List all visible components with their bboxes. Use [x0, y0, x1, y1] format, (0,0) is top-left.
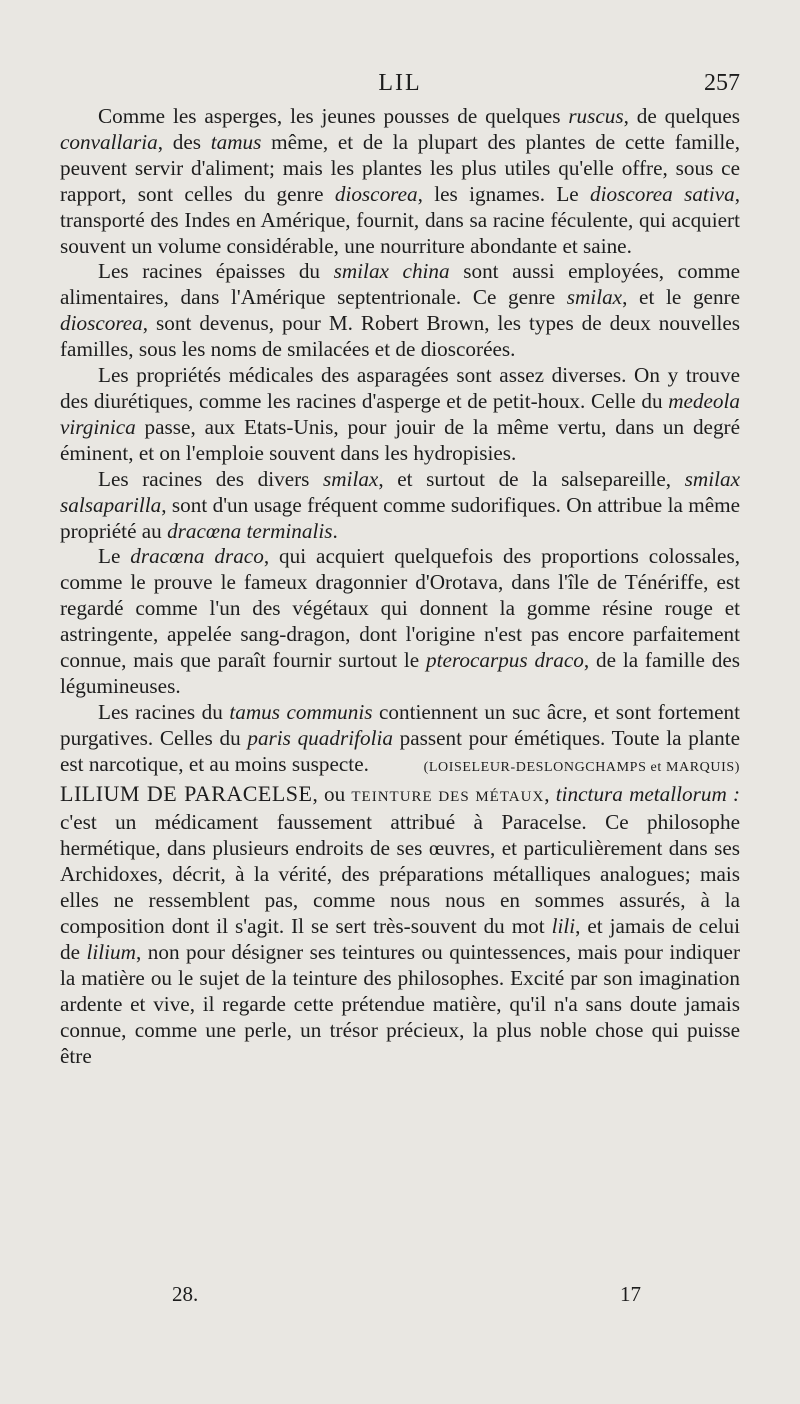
italic-term: medeola virginica: [60, 388, 740, 439]
page-header: [60, 70, 740, 100]
italic-term: smilax: [566, 285, 623, 310]
italic-term: convallaria: [60, 129, 158, 154]
italic-term: dioscorea: [60, 311, 143, 336]
page-footer: [60, 1282, 740, 1312]
author-signature: (LOISELEUR-DESLONGCHAMPS et MARQUIS): [423, 759, 740, 775]
italic-term: paris quadrifolia: [247, 725, 393, 750]
italic-term: tamus communis: [229, 699, 373, 724]
entry-lilium-de-paracelse: [60, 781, 740, 1070]
text-run: c'est un médicament faussement attribué à Paracelse. Ce philosophe hermétique, dans plusieurs endroits de ses œuvres, et particulièrement dans ses Archidoxes, décrit, à la vérité, des préparations métalliques analogues; mais elles ne ressemblent pas, comme nous nous en sommes assurés, à la composition dont il s'agit. Il se sert très-souvent du mot: [60, 810, 740, 939]
text-run: , et surtout de la salsepareille,: [378, 466, 685, 491]
italic-term: dioscorea sativa: [590, 181, 735, 206]
text-run: Les propriétés médicales des asparagées sont assez diverses. On y trouve des diurétiques, comme les racines d'asperge et de petit-houx. Celle du: [60, 363, 740, 413]
text-run: , des: [157, 129, 211, 154]
text-run: , et le genre: [622, 285, 740, 310]
text-run: , transporté des Indes en Amérique, fournit, dans sa racine féculente, qui acquiert souvent un volume considérable, une nourriture abondante et saine.: [60, 181, 740, 258]
text-run: , sont devenus, pour M. Robert Brown, les types de deux nouvelles familles, sous les noms de smilacées et de dioscorées.: [60, 311, 740, 362]
italic-term: smilax salsaparilla: [60, 466, 740, 517]
italic-term: tinctura metallorum :: [555, 781, 741, 806]
text-run: , qui acquiert quelquefois des proportions colossales, comme le prouve le fameux dragonnier d'Orotava, dans l'île de Ténériffe, est regardé comme l'un des végétaux qui donnent la gomme résine rouge et astringente, appelée sang-dragon, dont l'origine n'est pas encore parfaitement connue, mais que paraît fournir surtout le: [60, 544, 740, 673]
text-run: même, et de la plupart des plantes de cette famille, peuvent servir d'aliment; mais les plantes les plus utiles qu'elle offre, sous ce rapport, sont celles du genre: [60, 129, 740, 206]
text-run: , ou: [312, 781, 352, 806]
paragraph-dracoena: [60, 544, 740, 699]
text-run: , les ignames. Le: [417, 181, 590, 206]
text-run: , non pour désigner ses teintures ou quintessences, mais pour indiquer la matière ou le sujet de la teinture des philosophes. Excité par son imagination ardente et vive, il regarde cette prétendue matière, qu'il n'a sans doute jamais connue, comme une perle, un trésor précieux, la plus noble chose qui puisse être: [60, 940, 740, 1068]
running-head: LIL: [378, 70, 422, 96]
text-run: Le: [98, 544, 131, 569]
text-run: , de la famille des légumineuses.: [60, 648, 740, 698]
paragraph-asperges: [60, 104, 740, 259]
italic-term: dioscorea: [334, 181, 418, 206]
text-run: contiennent un suc âcre, et sont fortement purgatives. Celles du: [60, 699, 740, 750]
italic-term: dracœna terminalis: [167, 518, 333, 543]
italic-term: dracœna draco: [130, 544, 264, 569]
text-run: passe, aux Etats-Unis, pour jouir de la même vertu, dans un degré éminent, et on l'emploie souvent dans les hydropisies.: [60, 414, 740, 465]
text-run: sont aussi employées, comme alimentaires, dans l'Amérique septentrionale. Ce genre: [60, 259, 741, 310]
text-run: Les racines des divers: [98, 466, 324, 491]
text-run: ,: [544, 781, 556, 806]
text-run: , et jamais de celui de: [60, 914, 740, 964]
text-run: Les racines du: [98, 699, 230, 724]
body-text: [60, 104, 740, 1070]
italic-term: tamus: [210, 129, 262, 154]
text-run: , sont d'un usage fréquent comme sudorifiques. On attribue la même propriété au: [60, 492, 740, 543]
text-run: Comme les asperges, les jeunes pousses de quelques: [98, 104, 569, 128]
text-run: Les racines épaisses du: [98, 259, 334, 284]
italic-term: ruscus: [568, 104, 624, 128]
paragraph-proprietes: [60, 363, 740, 467]
italic-term: lili: [551, 914, 576, 939]
text-run: , de quelques: [623, 104, 740, 128]
text-run: .: [332, 518, 338, 543]
paragraph-tamus: [60, 700, 740, 778]
page-number: 257: [704, 70, 740, 96]
paragraph-smilax-china: [60, 259, 740, 363]
small-caps-term: TEINTURE DES MÉTAUX: [351, 788, 545, 805]
entry-headword: LILIUM DE PARACELSE: [60, 780, 313, 806]
volume-signature: 28.: [172, 1282, 199, 1306]
italic-term: smilax: [323, 466, 379, 491]
text-run: passent pour émétiques. Toute la plante est narcotique, et au moins suspecte.: [60, 725, 740, 776]
gathering-signature: 17: [620, 1282, 641, 1306]
paragraph-salsepareille: [60, 467, 740, 545]
italic-term: lilium: [86, 940, 136, 964]
italic-term: pterocarpus draco: [426, 648, 584, 673]
italic-term: smilax china: [333, 259, 450, 284]
